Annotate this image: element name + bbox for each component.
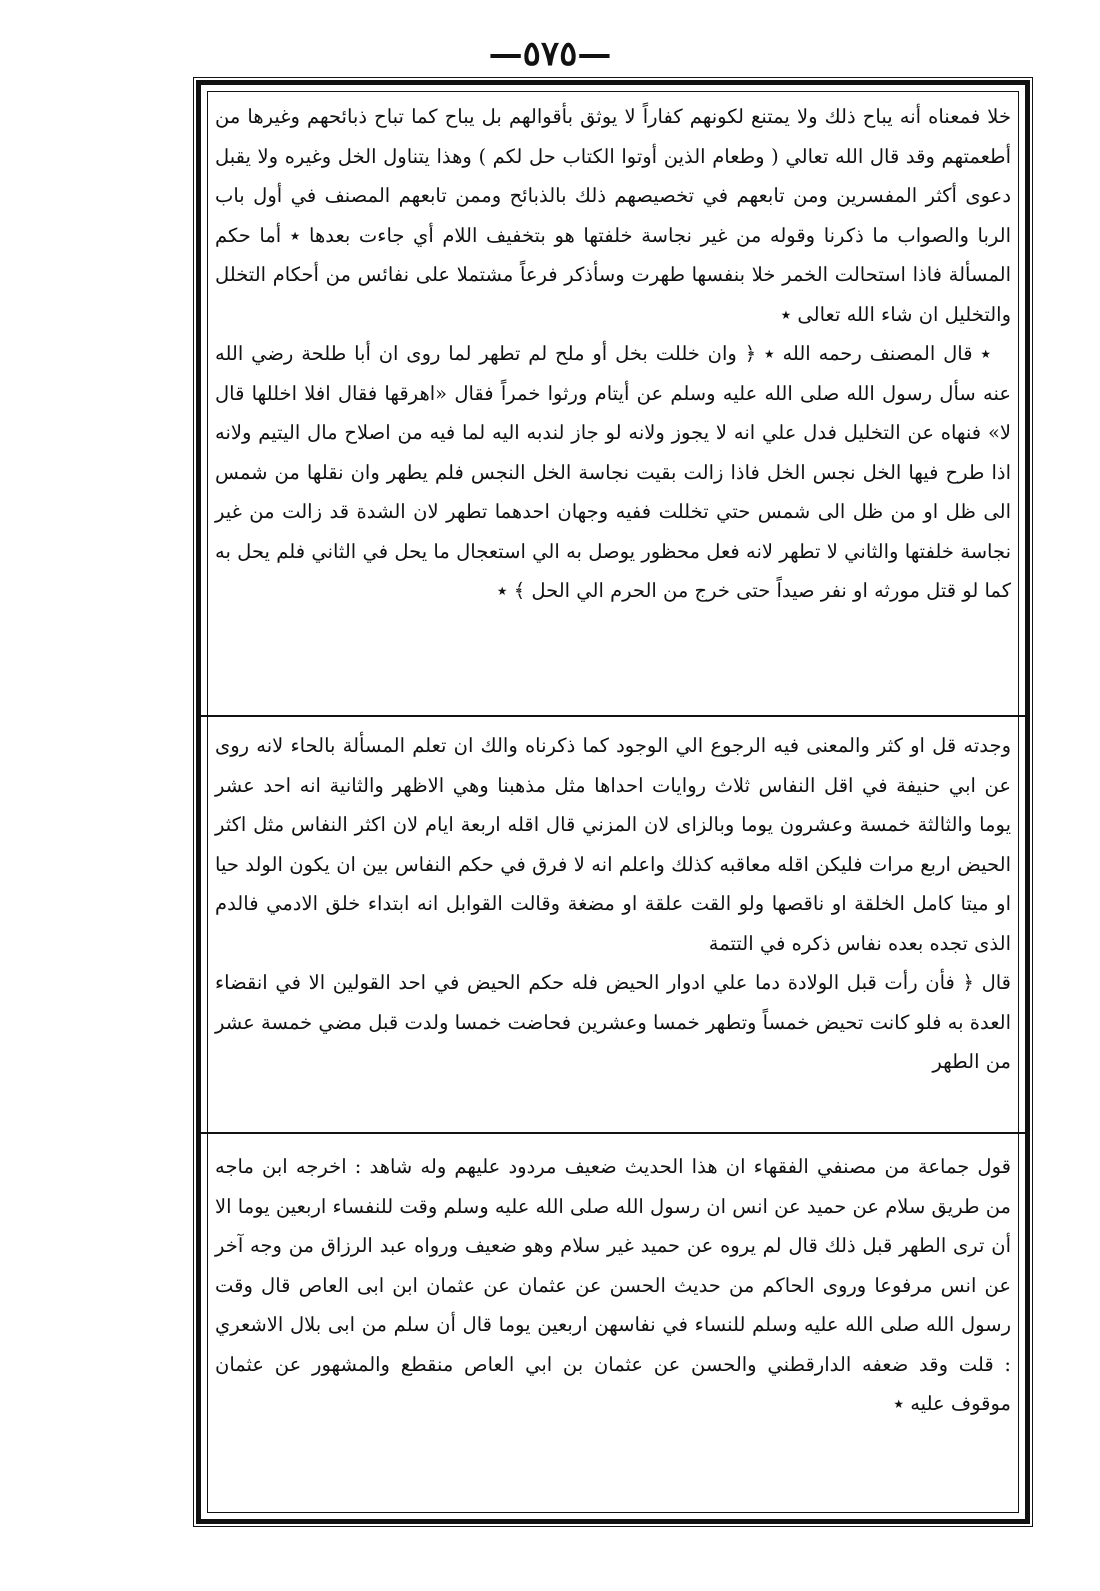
section-divider-1 [201,715,1025,717]
commentary-section [215,726,1011,1082]
main-paragraph-1: خلا فمعناه أنه يباح ذلك ولا يمتنع لكونهم كفاراً لا يوثق بأقوالهم بل يباح كما تباح ذبائحهم وغيرها من أطعمتهم وقد قال الله تعالي ( وطعام الذين أوتوا الكتاب حل لكم ) وهذا يتناول الخل وغيره ولا يقبل دعوى أكثر المفسرين ومن تابعهم في تخصيصهم ذلك بالذبائح وممن تابعهم المصنف في أول باب الربا والصواب ما ذكرنا وقوله من غير نجاسة خلفتها هو بتخفيف اللام أي جاءت بعدها ٭ أما حكم المسألة فاذا استحالت الخمر خلا بنفسها طهرت وسأذكر فرعاً مشتملا على نفائس من أحكام التخلل والتخليل ان شاء الله تعالى ٭ [215,105,1011,326]
main-text-section [215,97,1011,611]
section-divider-2 [201,1132,1025,1134]
takhrij-section [215,1147,1011,1424]
commentary-paragraph-2: قال ﴿ فأن رأت قبل الولادة دما علي ادوار الحيض فله حكم الحيض في احد القولين الا في انقضاء العدة به فلو كانت تحيض خمساً وتطهر خمسا وعشرين فحاضت خمسا ولدت قبل مضي خمسة عشر من الطهر [215,971,1011,1073]
commentary-paragraph-1: وجدته قل او كثر والمعنى فيه الرجوع الي الوجود كما ذكرناه والك ان تعلم المسألة بالحاء لانه روى عن ابي حنيفة في اقل النفاس ثلاث روايات احداها مثل مذهبنا وهي الاظهر والثانية انه احد عشر يوما والثالثة خمسة وعشرون يوما وبالزاى لان المزني قال اقله اربعة ايام لان اكثر النفاس مثل اكثر الحيض اربع مرات فليكن اقله معاقبه كذلك واعلم انه لا فرق في حكم النفاس بين ان يكون الولد حيا او ميتا كامل الخلقة او ناقصها ولو القت علقة او مضغة وقالت القوابل انه ابتداء خلق الادمي فالدم الذى تجده بعده نفاس ذكره في التتمة [215,734,1011,955]
page-frame [196,80,1030,1524]
main-paragraph-2: ٭ قال المصنف رحمه الله ٭ ﴿ وان خللت بخل أو ملح لم تطهر لما روى ان أبا طلحة رضي الله عنه سأل رسول الله صلى الله عليه وسلم عن أيتام ورثوا خمراً فقال «اهرقها فقال افلا اخللها قال لا» فنهاه عن التخليل فدل علي انه لا يجوز ولانه لو جاز لندبه اليه لما فيه من اصلاح مال اليتيم ولانه اذا طرح فيها الخل نجس الخل فاذا زالت بقيت نجاسة الخل النجس فلم يطهر وان نقلها من شمس الى ظل او من ظل الى شمس حتي تخللت ففيه وجهان احدهما تطهر لان الشدة قد زالت من غير نجاسة خلفتها والثاني لا تطهر لانه فعل محظور يوصل به الي استعجال ما يحل في الثاني فلم يحل به كما لو قتل مورثه او نفر صيداً حتى خرج من الحرم الي الحل ﴾ ٭ [215,342,1011,602]
page-number: —٥٧٥— [488,34,612,74]
takhrij-paragraph-1: قول جماعة من مصنفي الفقهاء ان هذا الحديث ضعيف مردود عليهم وله شاهد : اخرجه ابن ماجه من طريق سلام عن حميد عن انس ان رسول الله صلى الله عليه وسلم وقت للنفساء اربعين يوما الا أن ترى الطهر قبل ذلك قال لم يروه عن حميد غير سلام وهو ضعيف ورواه عبد الرزاق من وجه آخر عن انس مرفوعا وروى الحاكم من حديث الحسن عن عثمان عن عثمان ابن ابى العاص قال وقت رسول الله صلى الله عليه وسلم للنساء في نفاسهن اربعين يوما قال أن سلم من ابى بلال الاشعري : قلت وقد ضعفه الدارقطني والحسن عن عثمان بن ابي العاص منقطع والمشهور عن عثمان موقوف عليه ٭ [215,1155,1011,1415]
